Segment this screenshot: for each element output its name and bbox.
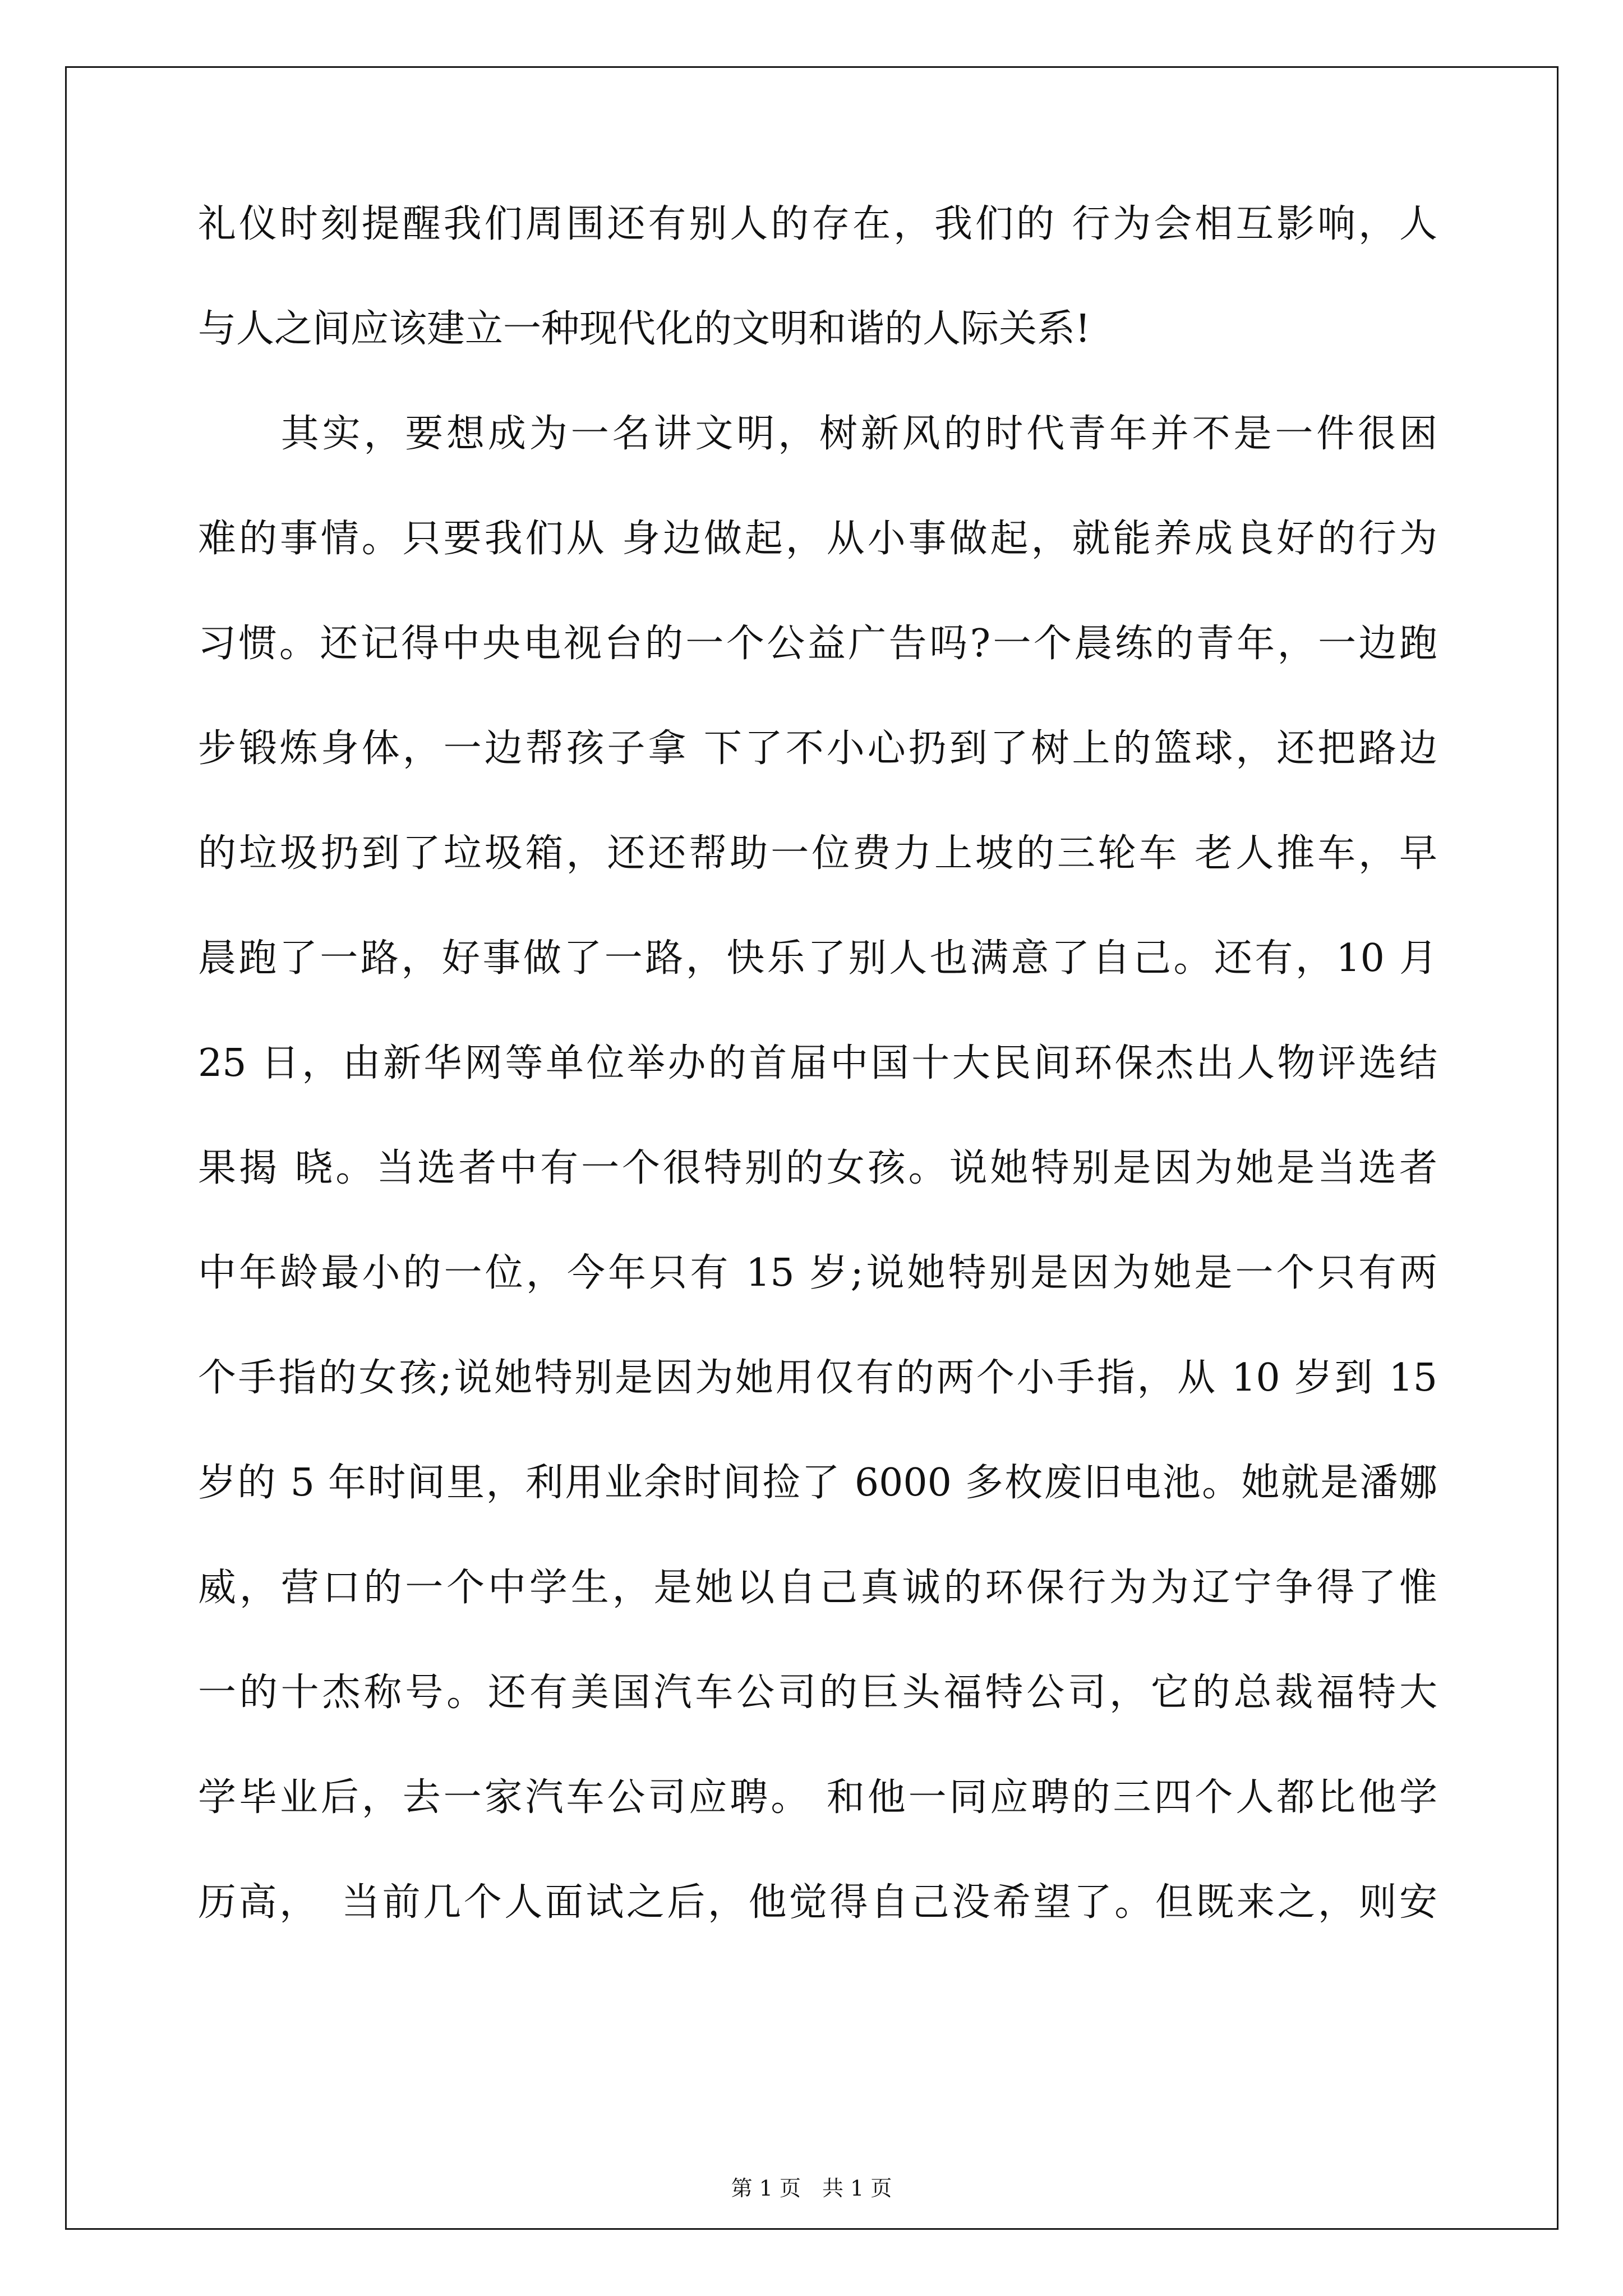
page-footer: 第 1 页 共 1 页: [731, 2176, 892, 2201]
text-line-6: 步锻炼身体，一边帮孩子拿 下了不小心扔到了树上的篮球，还把路边: [198, 726, 1437, 771]
text-line-12: 个手指的女孩;说她特别是因为她用仅有的两个小手指，从 10 岁到 15: [198, 1356, 1437, 1400]
text-line-10: 果揭 晓。当选者中有一个很特别的女孩。说她特别是因为她是当选者: [198, 1146, 1437, 1190]
text-line-17: 历高， 当前几个人面试之后，他觉得自己没希望了。但既来之，则安: [198, 1880, 1437, 1925]
text-line-7: 的垃圾扔到了垃圾箱，还还帮助一位费力上坡的三轮车 老人推车，早: [198, 831, 1437, 876]
document-body: [198, 194, 1437, 1977]
text-line-13: 岁的 5 年时间里，利用业余时间捡了 6000 多枚废旧电池。她就是潘娜: [198, 1461, 1438, 1505]
text-line-11: 中年龄最小的一位，今年只有 15 岁;说她特别是因为她是一个只有两: [198, 1251, 1437, 1295]
text-line-9: 25 日，由新华网等单位举办的首届中国十大民间环保杰出人物评选结: [198, 1041, 1437, 1085]
text-line-15: 一的十杰称号。还有美国汽车公司的巨头福特公司，它的总裁福特大: [198, 1671, 1437, 1715]
text-line-5: 习惯。还记得中央电视台的一个公益广告吗?一个晨练的青年，一边跑: [198, 622, 1437, 666]
text-line-2: 与人之间应该建立一种现代化的文明和谐的人际关系!: [198, 307, 1091, 351]
text-line-3: 其实，要想成为一名讲文明，树新风的时代青年并不是一件很困: [198, 412, 1437, 456]
text-line-8: 晨跑了一路，好事做了一路，快乐了别人也满意了自己。还有，10 月: [198, 936, 1437, 981]
text-line-4: 难的事情。只要我们从 身边做起，从小事做起，就能养成良好的行为: [198, 517, 1437, 561]
text-line-14: 威，营口的一个中学生，是她以自己真诚的环保行为为辽宁争得了惟: [198, 1566, 1437, 1610]
text-line-1: 礼仪时刻提醒我们周围还有别人的存在，我们的 行为会相互影响，人: [198, 202, 1437, 246]
text-line-16: 学毕业后，去一家汽车公司应聘。 和他一同应聘的三四个人都比他学: [198, 1775, 1437, 1820]
